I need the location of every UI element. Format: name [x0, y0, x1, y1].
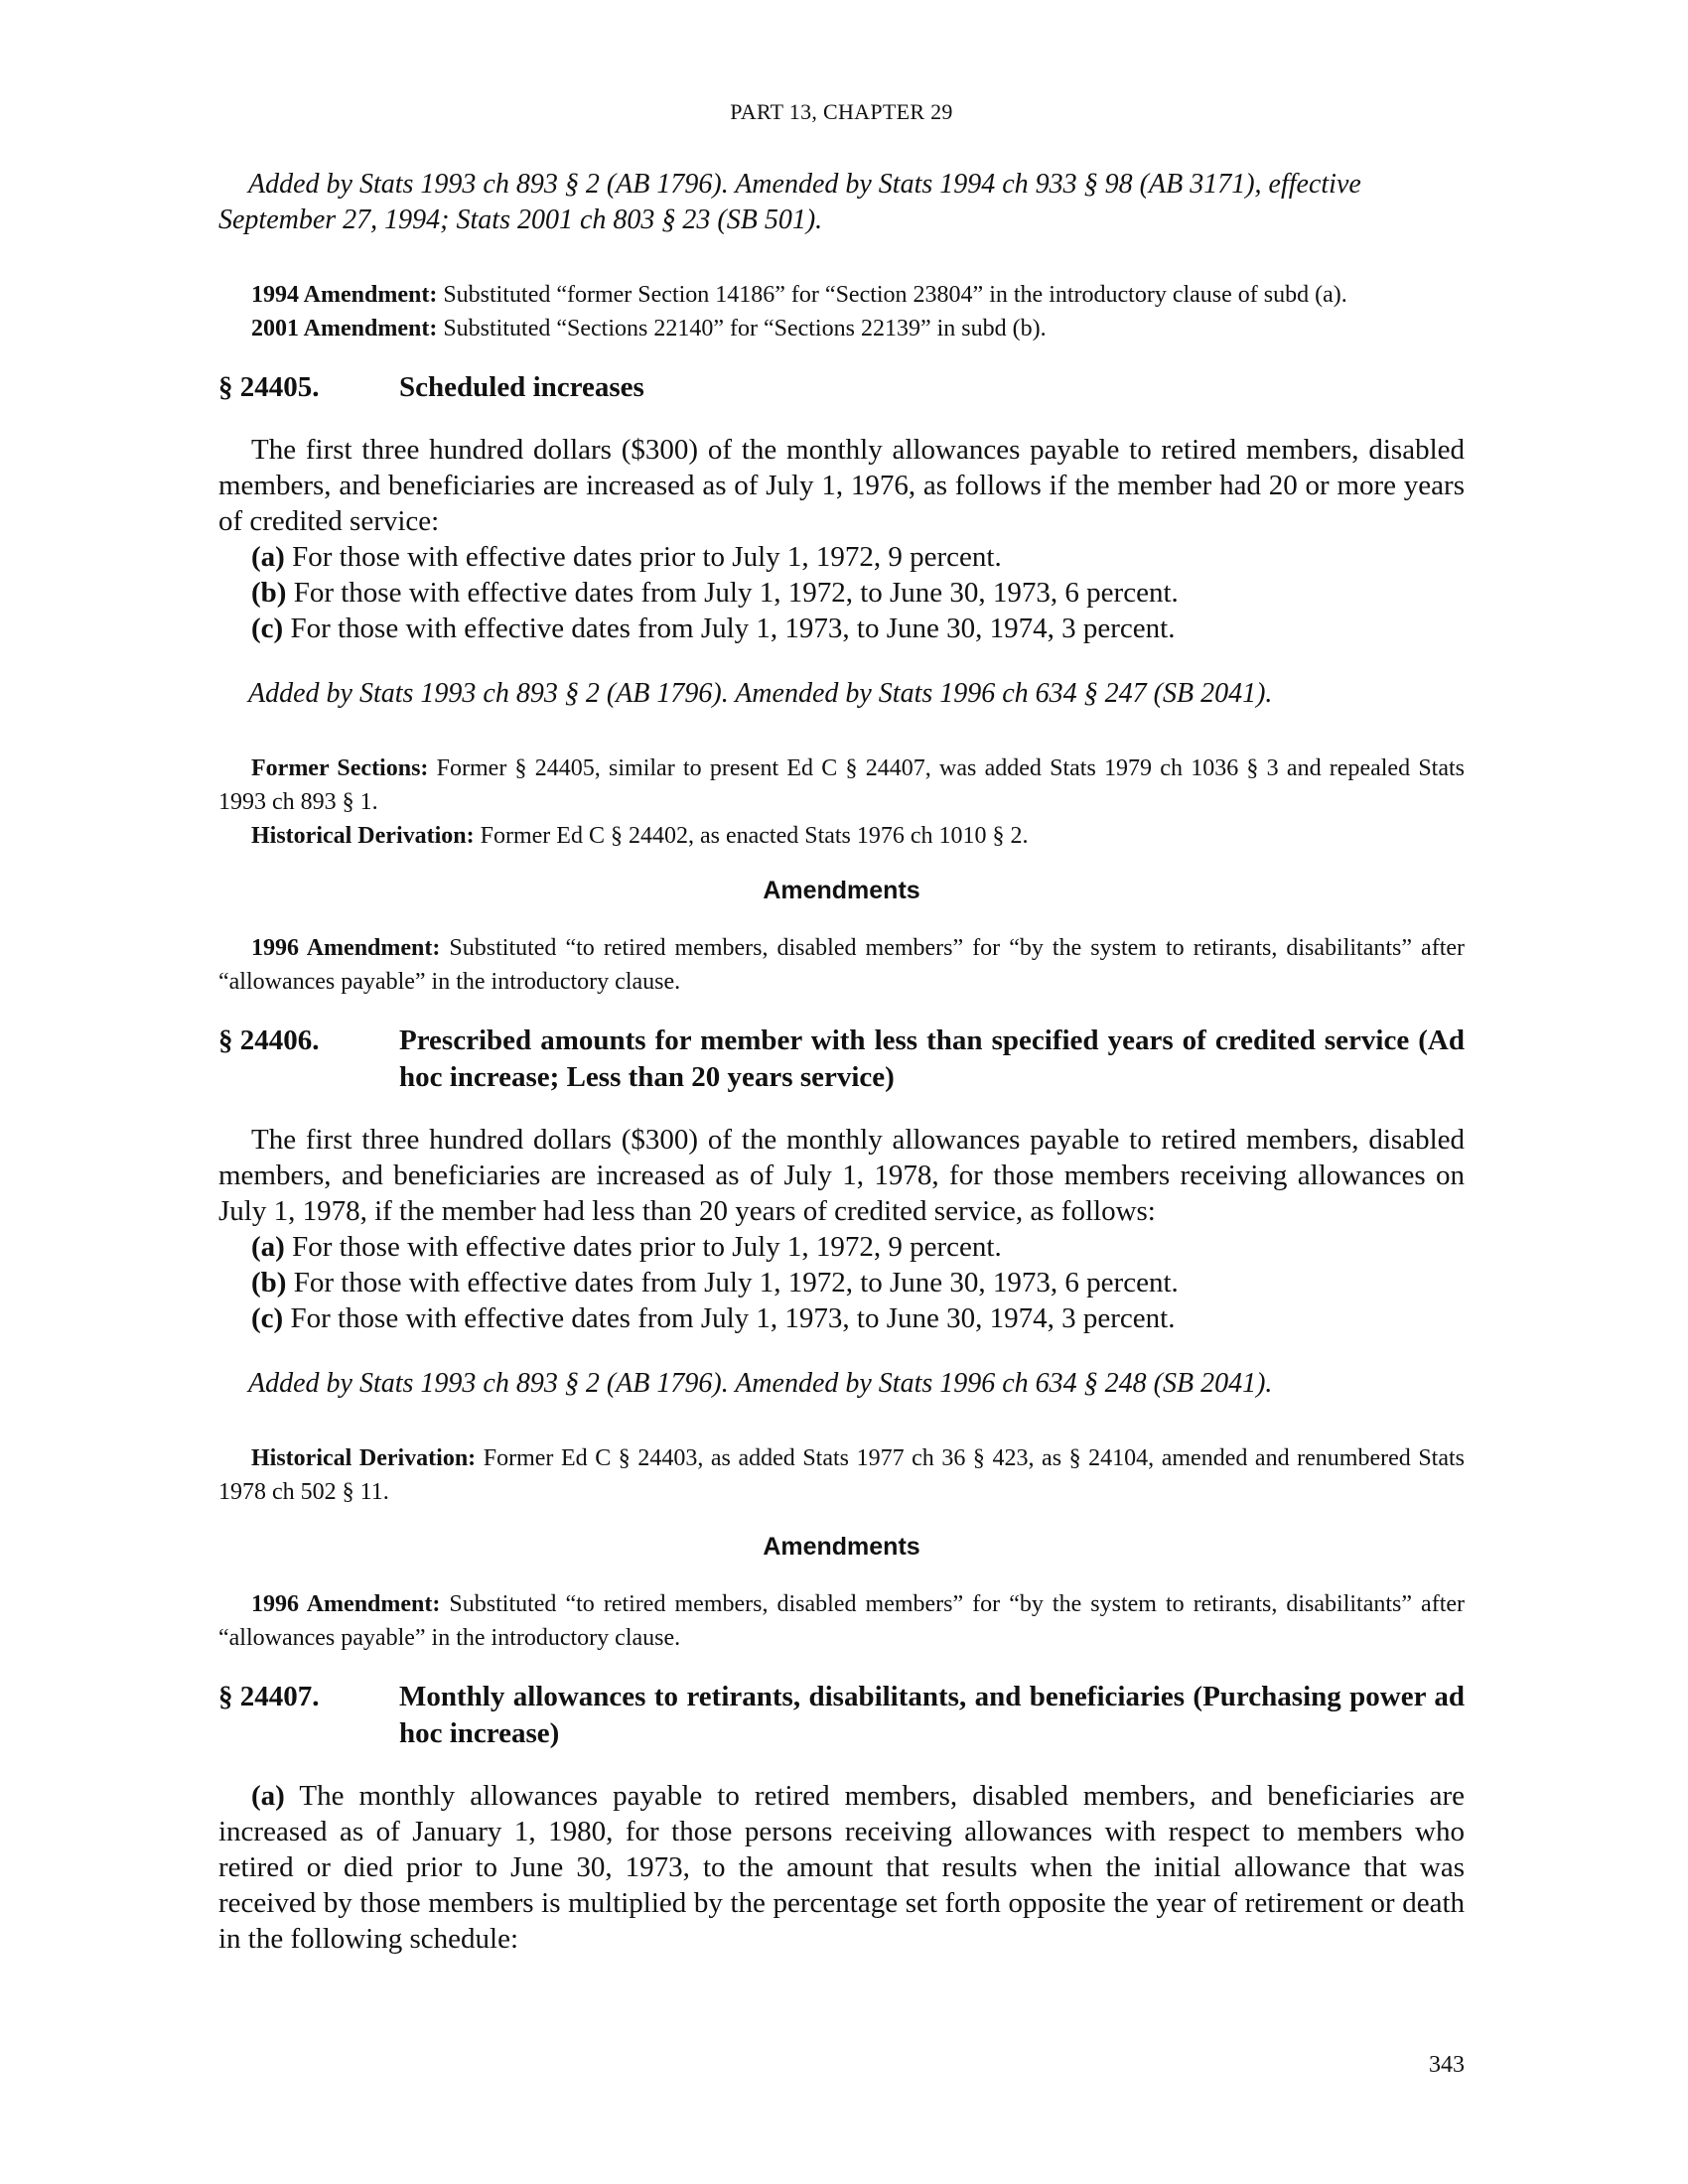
amendment-notes: [218, 278, 1465, 345]
historical-derivation-note: [218, 819, 1465, 853]
history-note: Added by Stats 1993 ch 893 § 2 (AB 1796). Amended by Stats 1996 ch 634 § 247 (SB 2041).: [248, 678, 1273, 709]
amendments-heading: Amendments: [763, 1533, 920, 1561]
section-heading-24407: [218, 1679, 1465, 1752]
subdivision-item: [218, 1300, 1465, 1336]
running-header: PART 13, CHAPTER 29: [730, 99, 953, 124]
section-body-24405: [218, 432, 1465, 646]
subdivision-label: (c): [251, 613, 284, 644]
note-label: 1994 Amendment:: [251, 282, 438, 308]
former-sections-note: [218, 751, 1465, 819]
section-title: Monthly allowances to retirants, disabilitants, and beneficiaries (Purchasing power ad hoc increase): [399, 1681, 1465, 1749]
derivation-notes: [218, 1441, 1465, 1509]
derivation-notes: [218, 751, 1465, 853]
history-note: Added by Stats 1993 ch 893 § 2 (AB 1796). Amended by Stats 1996 ch 634 § 248 (SB 2041).: [248, 1368, 1273, 1399]
section-intro: The first three hundred dollars ($300) of the monthly allowances payable to retired members, disabled members, and beneficiaries are increased as of July 1, 1976, as follows if the member had 20 or more years of credited service:: [218, 434, 1465, 537]
amendments-block: [218, 931, 1465, 999]
subdivision-item: [218, 1265, 1465, 1300]
section-number: § 24405.: [218, 371, 320, 403]
subdivision-text: The monthly allowances payable to retired members, disabled members, and beneficiaries are increased as of January 1, 1980, for those persons receiving allowances with respect to members who retired or died prior to June 30, 1973, to the amount that results when the initial allowance that was received by those members is multiplied by the percentage set forth opposite the year of retirement or death in the following schedule:: [218, 1780, 1465, 1955]
note-label: 2001 Amendment:: [251, 316, 438, 341]
amendments-heading: Amendments: [763, 877, 920, 904]
section-paragraph-a: [218, 1778, 1465, 1957]
subdivision-text: For those with effective dates from July 1, 1973, to June 30, 1974, 3 percent.: [283, 613, 1176, 644]
history-note: Added by Stats 1993 ch 893 § 2 (AB 1796). Amended by Stats 1994 ch 933 § 98 (AB 3171), effective September 27, 1994; Stats 2001 ch 803 § 23 (SB 501).: [218, 169, 1361, 235]
note-label: Former Sections:: [251, 755, 429, 781]
section-intro: The first three hundred dollars ($300) of the monthly allowances payable to retired members, disabled members, and beneficiaries are increased as of July 1, 1978, for those members receiving allowances on July 1, 1978, if the member had less than 20 years of credited service, as follows:: [218, 1124, 1465, 1227]
historical-derivation-note: [218, 1441, 1465, 1509]
subdivision-label: (a): [251, 1780, 285, 1812]
amendment-note: [218, 278, 1465, 312]
subdivision-text: For those with effective dates from July 1, 1972, to June 30, 1973, 6 percent.: [286, 577, 1179, 609]
note-label: 1996 Amendment:: [251, 935, 441, 961]
subdivision-text: For those with effective dates from July 1, 1972, to June 30, 1973, 6 percent.: [286, 1267, 1179, 1298]
note-label: Historical Derivation:: [251, 823, 475, 849]
amendments-block: [218, 1587, 1465, 1655]
subdivision-item: [218, 539, 1465, 575]
subdivision-text: For those with effective dates from July 1, 1973, to June 30, 1974, 3 percent.: [283, 1302, 1176, 1334]
note-text: Substituted “Sections 22140” for “Sections 22139” in subd (b).: [437, 316, 1047, 341]
note-text: Substituted “to retired members, disabled members” for “by the system to retirants, disabilitants” after “allowances payable” in the introductory clause.: [218, 935, 1466, 995]
section-number: § 24406.: [218, 1024, 320, 1056]
note-label: Historical Derivation:: [251, 1445, 477, 1471]
note-label: 1996 Amendment:: [251, 1591, 441, 1617]
section-title: Scheduled increases: [399, 371, 644, 403]
page-number: 343: [1429, 2052, 1465, 2078]
subdivision-text: For those with effective dates prior to July 1, 1972, 9 percent.: [284, 1231, 1002, 1263]
section-body-24406: [218, 1122, 1465, 1336]
section-heading-24405: [218, 369, 1465, 406]
subdivision-text: For those with effective dates prior to July 1, 1972, 9 percent.: [284, 541, 1002, 573]
note-text: Former § 24405, similar to present Ed C § 24407, was added Stats 1979 ch 1036 § 3 and repealed Stats 1993 ch 893 § 1.: [218, 755, 1465, 815]
section-number: § 24407.: [218, 1681, 320, 1712]
note-text: Former Ed C § 24402, as enacted Stats 1976 ch 1010 § 2.: [474, 823, 1029, 849]
amendment-note: [218, 931, 1465, 999]
page-content: [218, 167, 1465, 1957]
subdivision-label: (a): [251, 1231, 285, 1263]
subdivision-label: (b): [251, 577, 287, 609]
subdivision-label: (a): [251, 541, 285, 573]
note-text: Substituted “former Section 14186” for “Section 23804” in the introductory clause of subd (a).: [437, 282, 1347, 308]
subdivision-label: (b): [251, 1267, 287, 1298]
amendment-note: [218, 312, 1465, 345]
section-title: Prescribed amounts for member with less than specified years of credited service (Ad hoc increase; Less than 20 years service): [399, 1024, 1465, 1093]
amendment-note: [218, 1587, 1465, 1655]
subdivision-item: [218, 611, 1465, 646]
note-text: Substituted “to retired members, disabled members” for “by the system to retirants, disabilitants” after “allowances payable” in the introductory clause.: [218, 1591, 1466, 1651]
note-text: Former Ed C § 24403, as added Stats 1977 ch 36 § 423, as § 24104, amended and renumbered Stats 1978 ch 502 § 11.: [218, 1445, 1465, 1505]
section-heading-24406: [218, 1023, 1465, 1096]
subdivision-item: [218, 1229, 1465, 1265]
subdivision-label: (c): [251, 1302, 284, 1334]
subdivision-item: [218, 575, 1465, 611]
